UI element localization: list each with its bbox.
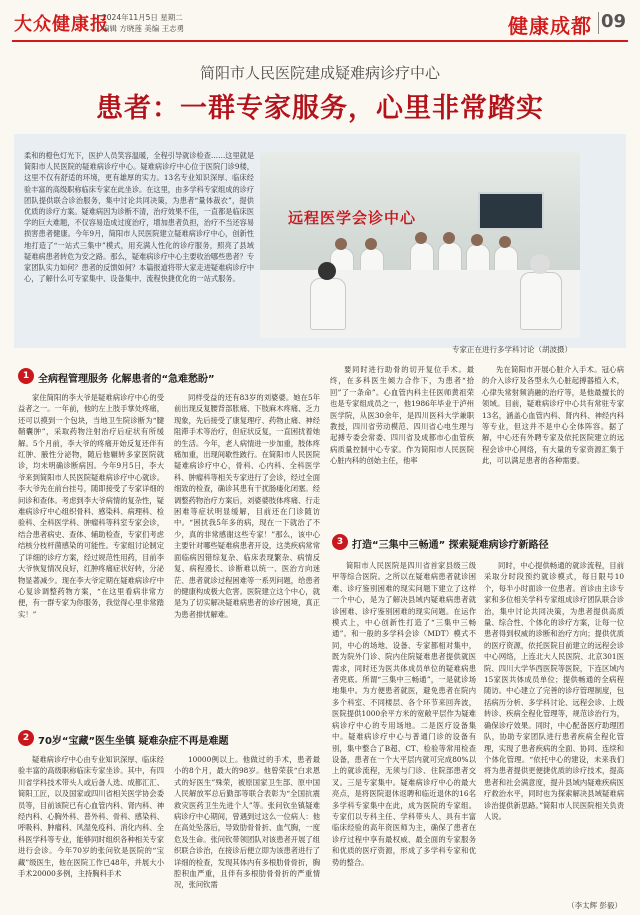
section-2-title: 70岁“宝藏”医生坐镇 疑难杂症不再是难题 [38,736,229,747]
section-3-column-1 [332,560,476,896]
newspaper-logo: 大众健康报 [14,14,109,35]
section-3-title: 打造“三集中三畅通” 探索疑难病诊疗新路径 [352,540,549,551]
section-2-column-1-text: 疑难病诊疗中心由专业知识深厚、临床经验丰富的高级职称临床专家坐诊。其中，有四川省学科技术带头人或后备人选、成都汇汇、简阳工匠，以及国家或四川省相关医学协会委员等，目前该院已有心血管内科、肾内科、神经内科、心胸外科、普外科、骨科、感染科、呼吸科、肿瘤科、风湿免疫科、消化内科、全科医学科等专业，能够同时组织各种相关专家进行会诊。今年70岁的张问钦是医院的“宝藏”级医生，他在医院工作已48年，并展大小手术20000多例，主持胸科手术 [18,755,164,879]
photo-person [520,272,562,330]
section-1-column-2 [174,392,320,718]
section-1-column-4 [482,364,624,524]
section-name: 健康成都 [508,14,592,38]
section-3-number: 3 [332,534,348,550]
photo-person-head [499,236,511,248]
section-2-number: 2 [18,730,34,746]
section-1-column-3 [330,364,474,524]
section-2-column-2 [174,754,320,906]
section-3-column-1-text: 简阳市人民医院是四川省首家县级三级甲等综合医院。之所以在疑难病患者就诊困难、诊疗鉴别困难的现实问题下建立了这样一个中心，是为了解决县域内疑难病患者就诊困难、诊疗鉴别困难的现实问题。在运作模式上，中心创新性打造了“三集中三畅通”。和一般的多学科会诊（MDT）模式不同，中心的场地、设备、专家都相对集中，既为院外门诊、院内住院疑难患者提供就医需求，同时还为医共体成员单位的疑难病患者兜底。所谓“三集中三畅通”，一是就诊场地集中。为方便患者就医，避免患者在院内多个科室、不同楼层、各个环节来回奔波，医院提供1000余平方米的宽敞平层作为疑难病诊疗中心的专用场地。二是医疗设备集中。疑难病诊疗中心与普通门诊的设备有别，集中整合了B超、CT、检验等常用检查设备，患者在一个大平层内就可完成80%以上的就诊流程，无须与门诊、住院部患者交叉。三是专家集中。疑难病诊疗中心的最大亮点，是将医院退休返聘和临近退休的16名多学科专家集中在此，成为医院的专家组。专家们以专科主任、学科带头人、具有丰富临床经验的高年资医师为主，确保了患者在诊疗过程中享有最权威、最全面的专家服务和优质的医疗资源，形成了多学科专家和优势的整合。 [332,561,476,867]
photo-person-head [471,234,483,246]
photo-person-head [530,254,550,274]
section-2-column-2-text: 10000例以上。他做过的手术，患者最小的8个月，最大的98岁。他曾荣获“白求恩式的好医生”殊荣，被原国家卫生部、原中国人民解放军总后勤部等联合表彰为“全国抗震救灾医药卫生先进个人”等。张问钦坐镇疑难病诊疗中心期间，曾遇到过这么一位病人：他在高处坠落后，导致肋骨骨折、血气胸，一度危及生命。张问钦带领团队对该患者开展了组织联合诊治，在接诊后便立即为该患者进行了详细的检查，发现其体内有多根肋骨骨折，胸腔积血严重，且伴有多根肋骨骨折的严重情况，张问钦需 [174,755,320,890]
article-headline: 患者：一群专家服务，心里非常踏实 [96,93,544,124]
photo-person-head [415,232,427,244]
issue-meta [102,12,184,34]
issue-editors: 编辑 方晓莲 美编 王志勇 [102,24,185,33]
section-1-column-1 [18,392,164,718]
page-separator [598,12,599,34]
photo-person-head [335,238,347,250]
byline: （李太辉 彭毅） [567,901,622,910]
photo-person-head [318,262,336,280]
lead-paragraph: 柔和的橙色灯光下，医护人员笑容温暖，全程引导就诊检查……这里就是简阳市人民医院的疑难病诊疗中心。疑难病诊疗中心位于医院门诊9楼，这里不仅有舒适的环境，更有雄厚的实力。13名专业知识深厚、临床经验丰富的高级职称临床专家在此坐诊。在这里，由多学科专家组成的诊疗团队提供联合诊治服务，集中讨论共同决策，为患者“量体裁衣”，提供优质的诊疗方案。疑难病因为诊断不清，治疗效果不佳，一直都是临床医学的巨大难题，不仅容易造成过度治疗，增加患者负担，治疗不当还容易损害患者健康。今年9月，简阳市人民医院建立疑难病诊疗中心，创新性地打造了“一站式三集中”模式，用充满人性化的诊疗服务，照亮了县域疑难病患者转危为安之路。那么，疑难病诊疗中心主要收治哪些患者？专家团队实力如何？患者的反馈如何？本篇报道将带大家走进疑难病诊疗中心，了解什么可专家集中、设备集中、流程快捷优化的一站式服务。 [24,151,255,284]
section-1-column-3-text: 要同时进行助骨的切开复位手术。最终，在多科医生倾力合作下，为患者“拾回”了一条命”。心血管内科主任医师黄祖荣也是专家组成员之一，他1986年毕业于泸州医学院，从医30余年，是四川医科大学兼职教授，四川省劳动模范、四川省心电生理与起搏专委会常委、四川省及成都市心血管疾病质量控制中心专家。作为简阳市人民医院心脏内科的创始主任，他率 [330,365,474,466]
section-2-column-1 [18,754,164,906]
section-1-number: 1 [18,368,34,384]
photo-person [310,278,346,330]
section-1-column-4-text: 先在简阳市开展心脏介入手术。冠心病的介入诊疗及各型永久心脏起搏器植入术，心律失常射频消融的治疗等，是他最擅长的领域。目前，疑难病诊疗中心共有常驻专家13名，涵盖心血管内科、肾内科、神经内科等专业，但这并不是中心全体阵容。据了解，中心还有外聘专家及依托医院建立的远程会诊中心网络，有大量的专家资源汇集于此，可以满足患者的各种需要。 [482,365,624,466]
photo-person-head [365,238,377,250]
consultation-photo [260,152,580,338]
page-number: 09 [600,11,626,32]
issue-date: 2024年11月5日 星期二 [102,13,183,22]
masthead-rule [12,40,628,42]
photo-screen [478,192,544,230]
section-1-column-1-text: 家住简阳的李大爷是疑难病诊疗中心的受益者之一。一年前，他的左上肢手掌处疼痛，还可以摸到一个包块，当地卫生院诊断为“腱鞘囊肿”，采取药物注射治疗后症状有所缓解。5个月前，李大爷的疼痛开始反复还伴有红肿、腋性分泌物，随后他辗转多家医院就诊，均未明确诊断病因。今年9月5日，李大爷来到简阳市人民医院疑难病诊疗中心就诊。李大爷先在前台挂号，随即接受了专家详细的问诊和查体。考虑到李大爷病情的复杂性，疑难病诊疗中心组织骨科、感染科、病理科、检验科、全科医学科、肿瘤科等科室专家会诊，结合患者病史、查体、辅助检查，专家们考虑结核分枝杆菌感染的可能性。专家组讨论制定了详细的诊疗方案，经过规范性用药，目前李大爷恢复情况良好，红肿疼痛症状好转，分泌物显著减少。现在李大爷定期在疑难病诊疗中心复诊调整药物方案，“在这里看病非常方便，有一群专家为你服务，我觉得心里非常踏实！” [18,393,164,619]
section-1-column-2-text: 同样受益的还有83岁的刘婆婆。她在5年前出现反复腰背部胀痛、下肢麻木疼痛、乏力现象，先后接受了康复理疗、药物止痛、神经阻滞手术等治疗，但症状反复，一直困扰着她的生活。今年，老人病情进一步加重，肢体疼痛加重，出现间歇性跛行。在简阳市人民医院疑难病诊疗中心，骨科、心内科、全科医学科、肿瘤科等相关专家进行了会诊，经过全面细致的检查，确诊其患有干扰肠瘘化闭塞。经调整药物治疗方案后，刘婆婆肢体疼痛、行走困难等症状明显缓解，目前还在门诊随访中。“困扰我5年多的病，现在一下就治了不少，真的非常感谢这些专家！”那么，该中心主要针对哪些疑难病患者开设，这类疾病常常面临病因错综复杂、临床表现繁杂、病情反复、病程漫长、诊断难以统一、医治方向迷茫、患者就诊过程困难等一系列问题，给患者的健康构成极大危害。医院建立这个中心，就是为了切实解决疑难病患者的诊疗困境，真正为患者排忧解难。 [174,393,320,619]
photo-person-head [443,232,455,244]
section-3-column-2 [484,560,624,884]
article-subtitle: 简阳市人民医院建成疑难病诊疗中心 [199,64,440,82]
section-1-title: 全病程管理服务 化解患者的“急难愁盼” [38,374,215,385]
photo-caption: 专家正在进行多学科讨论（胡波摄） [452,345,572,354]
photo-banner-text: 远程医学会诊中心 [288,209,417,227]
section-3-column-2-text: 同时，中心提供畅通的就诊流程，目前采取分时段预约就诊模式，每日限号10个，每半小时面诊一位患者。首诊由主诊专家和多位相关学科专家组成诊疗团队联合诊治，集中讨论共同决策，为患者提供高质量、综合性、个体化的诊疗方案，让每一位患者得到权威的诊断和治疗方向；提供优质的医疗资源，依托医院目前建立的远程会诊中心网络，上连北大人民医院、北京301医院、四川大学华西医院等医院，下连区域内15家医共体成员单位；提供畅通的全病程随访。中心建立了完善的诊疗管理制度，包括病历分析、多学科讨论、远程会诊、上级转诊、疾病全程化管理等，规范诊治行为，确保诊疗效果。同时，中心配备医疗助理团队，协助专家团队进行患者疾病全程化管理，实现了患者疾病的全面、协同、连续和个体化管理。“依托中心的建设，未来我们将为患者提供更便捷优质的诊疗技术，提高患者和社会满意度，提升县域内疑难疾病医疗救治水平，同时也为探索解决县域疑难病诊治提供新思路。”简阳市人民医院相关负责人说。 [484,561,624,821]
